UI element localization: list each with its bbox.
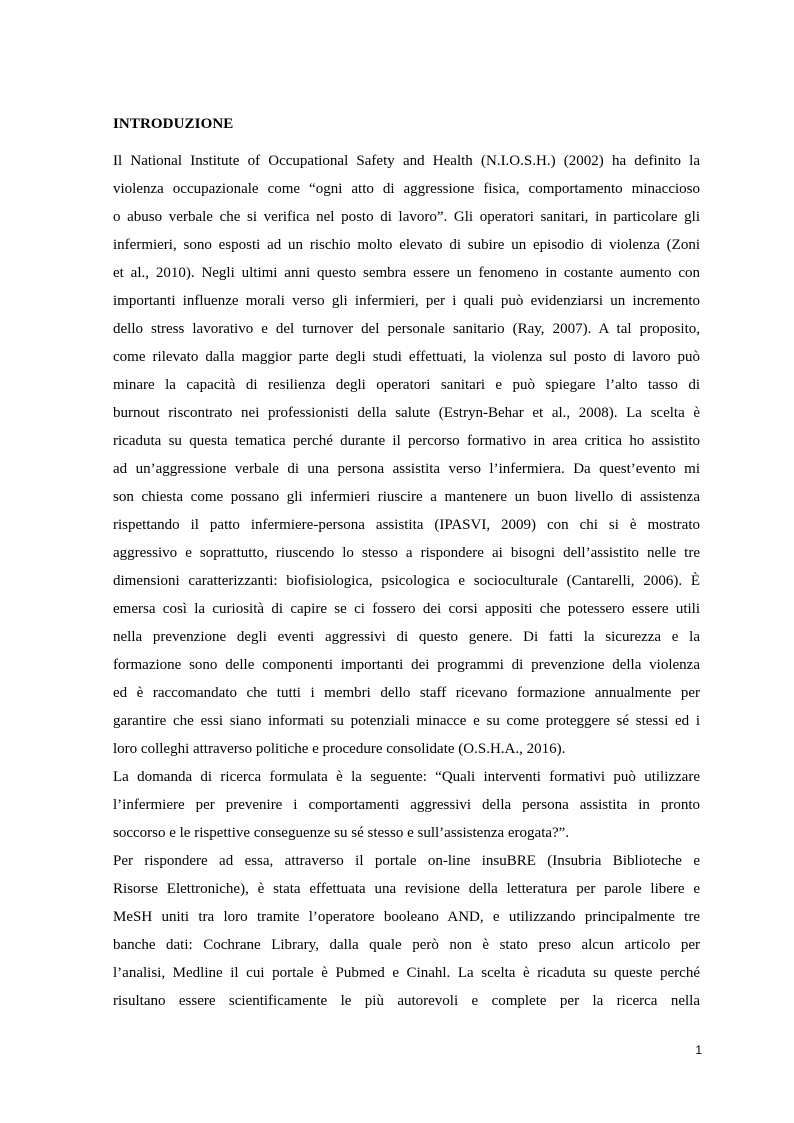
text-line: rispettando il patto infermiere-persona assistita (IPASVI, 2009) con chi si è mostrato [113,517,700,533]
text-line: come rilevato dalla maggior parte degli studi effettuati, la violenza sul posto di lavoro può [113,349,700,365]
text-line: son chiesta come possano gli infermieri riuscire a mantenere un buon livello di assistenza [113,489,700,505]
text-line: et al., 2010). Negli ultimi anni questo sembra essere un fenomeno in costante aumento con [113,265,700,281]
text-line: burnout riscontrato nei professionisti della salute (Estryn-Behar et al., 2008). La scelta è [113,405,700,421]
text-line: loro colleghi attraverso politiche e procedure consolidate (O.S.H.A., 2016). [113,741,566,757]
text-line: ad un’aggressione verbale di una persona assistita verso l’infermiera. Da quest’evento mi [113,461,700,477]
text-line: infermieri, sono esposti ad un rischio molto elevato di subire un episodio di violenza (Zoni [113,237,700,253]
text-line: MeSH uniti tra loro tramite l’operatore booleano AND, e utilizzando principalmente tre [113,909,700,925]
text-line: dello stress lavorativo e del turnover del personale sanitario (Ray, 2007). A tal proposito, [113,321,700,337]
text-line: nella prevenzione degli eventi aggressivi di questo genere. Di fatti la sicurezza e la [113,629,700,645]
text-line: importanti influenze morali verso gli infermieri, per i quali può evidenziarsi un incremento [113,293,700,309]
text-line: soccorso e le rispettive conseguenze su sé stesso e sull’assistenza erogata?”. [113,825,570,841]
text-line: o abuso verbale che si verifica nel posto di lavoro”. Gli operatori sanitari, in particolare gli [113,209,700,225]
text-line: violenza occupazionale come “ogni atto di aggressione fisica, comportamento minaccioso [113,181,700,197]
text-line: Risorse Elettroniche), è stata effettuata una revisione della letteratura per parole libere e [113,881,700,897]
text-line: l’infermiere per prevenire i comportamenti aggressivi della persona assistita in pronto [113,797,700,813]
text-line: dimensioni caratterizzanti: biofisiologica, psicologica e socioculturale (Cantarelli, 2006). È [113,573,700,589]
text-line: l’analisi, Medline il cui portale è Pubmed e Cinahl. La scelta è ricaduta su queste perché [113,965,700,981]
text-line: ricaduta su questa tematica perché durante il percorso formativo in area critica ho assistito [113,433,700,449]
text-line: emersa così la curiosità di capire se ci fossero dei corsi appositi che potessero essere utili [113,601,700,617]
text-line: ed è raccomandato che tutti i membri dello staff ricevano formazione annualmente per [113,685,700,701]
text-line: aggressivo e soprattutto, riuscendo lo stesso a rispondere ai bisogni dell’assistito nelle tre [113,545,700,561]
text-line: La domanda di ricerca formulata è la seguente: “Quali interventi formativi può utilizzare [113,769,700,785]
page-number: 1 [695,1043,702,1057]
text-line: Il National Institute of Occupational Safety and Health (N.I.O.S.H.) (2002) ha definito la [113,153,700,169]
text-line: Per rispondere ad essa, attraverso il portale on-line insuBRE (Insubria Biblioteche e [113,853,700,869]
text-line: minare la capacità di resilienza degli operatori sanitari e può spiegare l’alto tasso di [113,377,700,393]
text-line: garantire che essi siano informati su potenziali minacce e su come proteggere sé stessi ed i [113,713,700,729]
text-line: risultano essere scientificamente le più autorevoli e complete per la ricerca nella [113,993,700,1009]
text-line: banche dati: Cochrane Library, dalla quale però non è stato preso alcun articolo per [113,937,700,953]
body-text [113,147,700,1015]
section-heading: INTRODUZIONE [113,116,234,132]
text-line: formazione sono delle componenti importanti dei programmi di prevenzione della violenza [113,657,700,673]
